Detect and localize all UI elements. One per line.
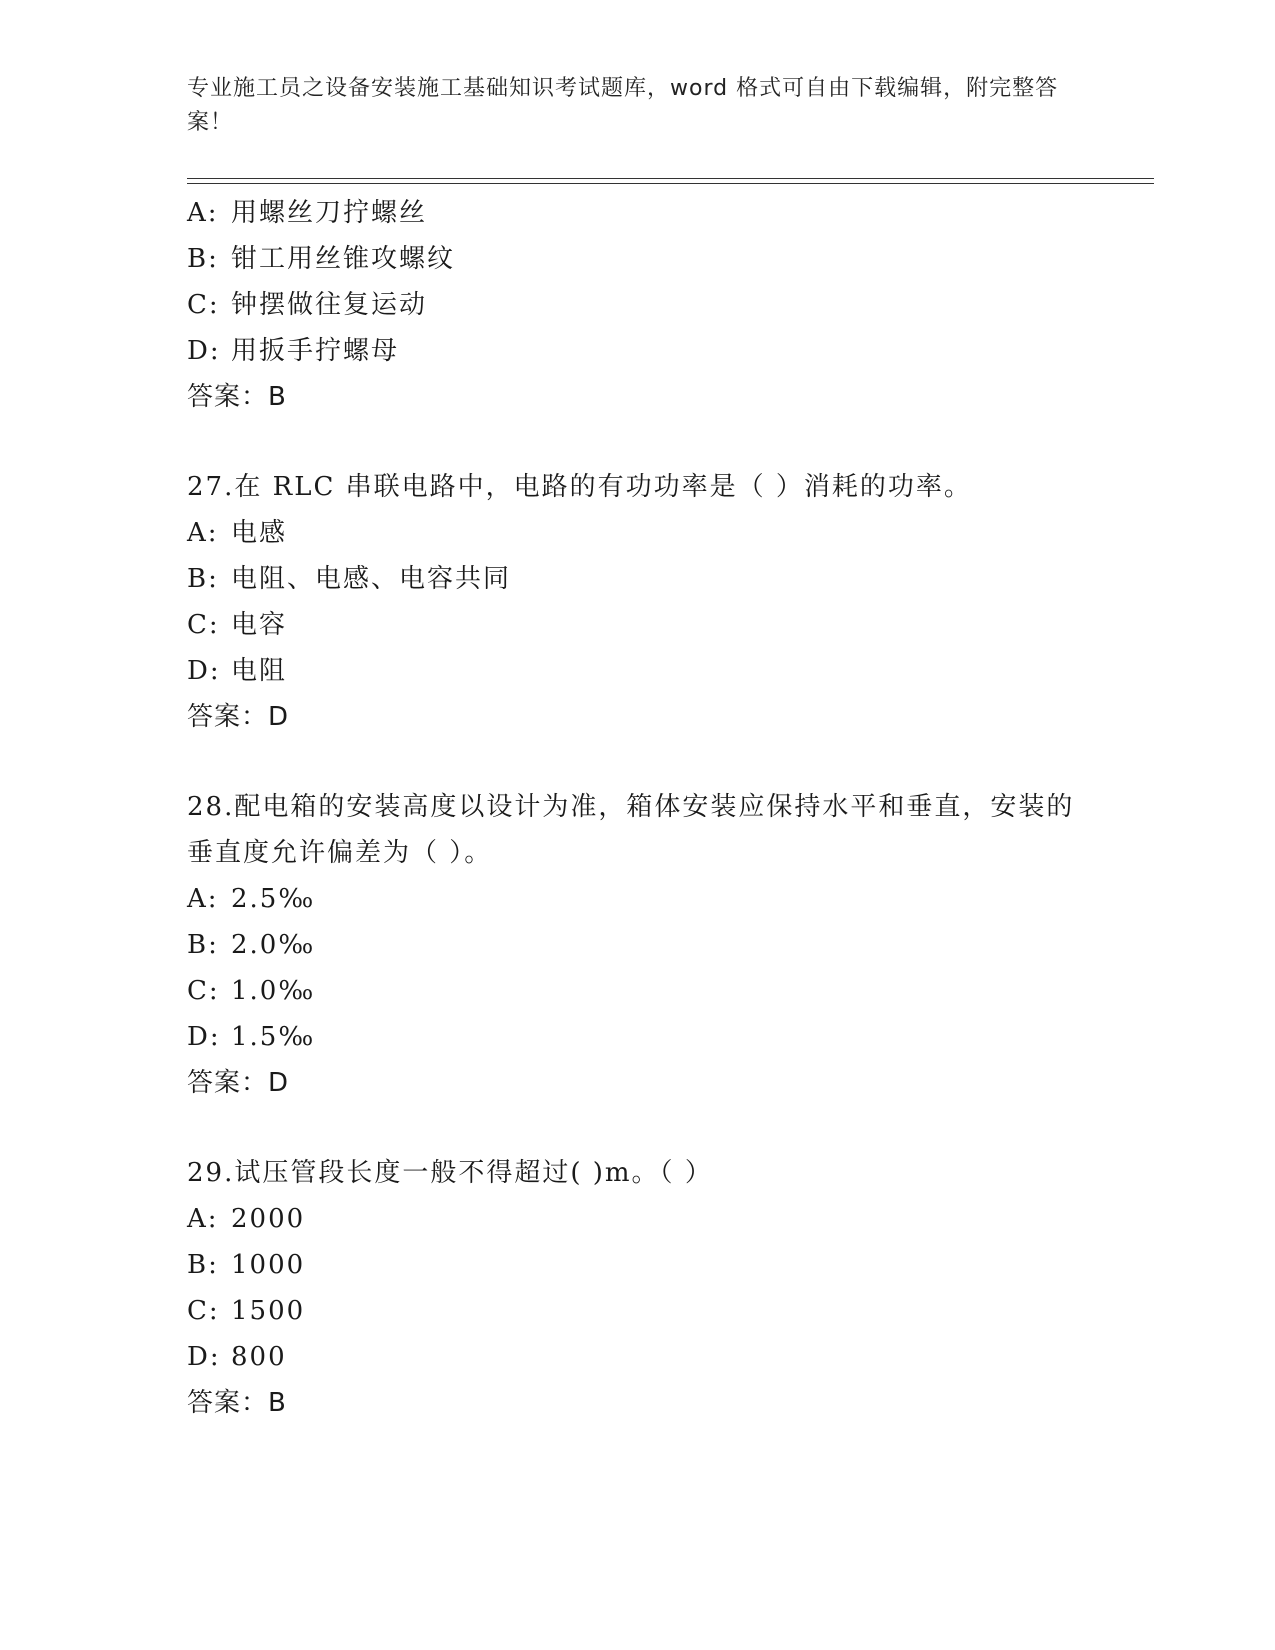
option-d: D: 800 bbox=[187, 1342, 287, 1372]
option-c: C: 电容 bbox=[187, 610, 288, 640]
option-c: C: 1500 bbox=[187, 1296, 306, 1326]
option-b: B: 1000 bbox=[187, 1250, 306, 1280]
header-divider-bottom bbox=[187, 183, 1154, 184]
option-c: C: 1.0‰ bbox=[187, 976, 316, 1006]
question-text: 27.在 RLC 串联电路中，电路的有功功率是（ ）消耗的功率。 bbox=[187, 472, 972, 502]
option-d: D: 电阻 bbox=[187, 656, 288, 686]
option-c: C: 钟摆做往复运动 bbox=[187, 290, 428, 320]
option-b: B: 钳工用丝锥攻螺纹 bbox=[187, 244, 456, 274]
option-a: A: 2000 bbox=[187, 1204, 306, 1234]
answer-line: 答案：D bbox=[187, 1068, 290, 1098]
question-26-continuation bbox=[187, 190, 1147, 420]
option-a: A: 2.5‰ bbox=[187, 884, 316, 914]
header-divider-top bbox=[187, 178, 1154, 179]
answer-line: 答案：B bbox=[187, 1388, 287, 1418]
question-text: 29.试压管段长度一般不得超过( )m。（ ） bbox=[187, 1158, 713, 1188]
option-a: A: 电感 bbox=[187, 518, 288, 548]
document-header: 专业施工员之设备安装施工基础知识考试题库，word 格式可自由下载编辑，附完整答案！ bbox=[187, 76, 1059, 135]
question-29 bbox=[187, 1150, 1147, 1426]
question-28 bbox=[187, 784, 1147, 1106]
question-list bbox=[187, 190, 1147, 1426]
answer-line: 答案：B bbox=[187, 382, 287, 412]
question-text: 28.配电箱的安装高度以设计为准，箱体安装应保持水平和垂直，安装的垂直度允许偏差为（ ）。 bbox=[187, 792, 1075, 868]
option-d: D: 1.5‰ bbox=[187, 1022, 316, 1052]
question-27 bbox=[187, 464, 1147, 740]
option-d: D: 用扳手拧螺母 bbox=[187, 336, 400, 366]
option-b: B: 2.0‰ bbox=[187, 930, 316, 960]
option-a: A: 用螺丝刀拧螺丝 bbox=[187, 198, 428, 228]
answer-line: 答案：D bbox=[187, 702, 290, 732]
option-b: B: 电阻、电感、电容共同 bbox=[187, 564, 512, 594]
